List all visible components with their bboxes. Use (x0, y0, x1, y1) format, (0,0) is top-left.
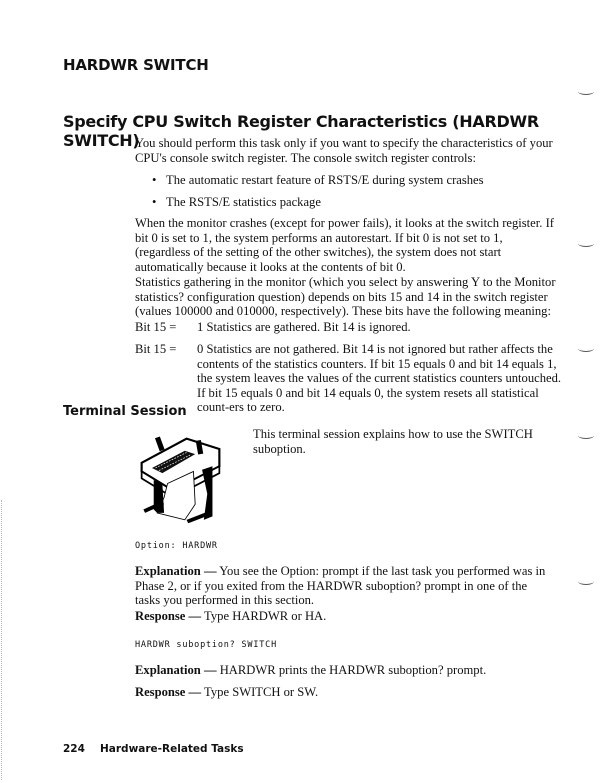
stats-paragraph (135, 275, 560, 319)
binding-mark (578, 88, 594, 95)
terminal-prompt: HARDWR suboption? SWITCH (135, 640, 278, 650)
crash-text: When the monitor crashes (except for power fails), it looks at the switch register. If bit 0 is set to 1, the system performs an autorestart. If bit 0 is not set to 1, (regardless of the setting of the other switches), the system does not start automatically because it looks at the contents of bit 0. (135, 216, 554, 274)
intro-text: You should perform this task only if you want to specify the characteristics of your CPU's console switch register. The console switch register controls: (135, 136, 553, 165)
bullet-item (152, 195, 321, 210)
explanation-paragraph (135, 564, 555, 608)
bit-definition-row (135, 320, 565, 335)
terminal-session-heading: Terminal Session (63, 404, 187, 419)
bit-description: 1 Statistics are gathered. Bit 14 is ignored. (197, 320, 411, 334)
response-text: Type SWITCH or SW. (201, 685, 319, 699)
terminal-session-description: This terminal session explains how to use the SWITCH suboption. (253, 427, 533, 456)
teletype-terminal-icon (133, 425, 228, 530)
binding-mark (578, 432, 594, 439)
bit-description: 0 Statistics are not gathered. Bit 14 is not ignored but rather affects the contents of the statistics counters. If bit 15 equals 0 and bit 14 equals 1, the system leaves the values of the current statistics counters untouched. If bit 15 equals 0 and bit 14 equals 0, the system resets all statistical count-ers to zero. (197, 342, 562, 415)
response-label: Response — (135, 609, 202, 623)
intro-paragraph (135, 136, 560, 165)
bit-label: Bit 15 = (135, 342, 177, 356)
bullet-item (152, 173, 484, 188)
explanation-label: Explanation — (135, 564, 217, 578)
bullet-icon: • (152, 195, 157, 209)
stats-text: Statistics gathering in the monitor (which you select by answering Y to the Monitor statistics? configuration question) depends on bits 15 and 14 in the switch register (values 100000 and 010000, respectively). These bits have the following meaning: (135, 275, 556, 319)
bullet-text: The RSTS/E statistics package (166, 195, 321, 209)
explanation-text: You see the Option: prompt if the last task you performed was in Phase 2, or if you exited from the HARDWR suboption? prompt in one of the tasks you performed in this section. (135, 564, 546, 608)
bullet-icon: • (152, 173, 157, 187)
response-paragraph (135, 609, 555, 624)
page-number: 224 (63, 743, 85, 755)
chapter-title: Hardware-Related Tasks (100, 743, 244, 755)
crash-paragraph (135, 216, 560, 274)
response-text: Type HARDWR or HA. (201, 609, 327, 623)
explanation-paragraph (135, 663, 555, 678)
page-title: HARDWR SWITCH (63, 56, 209, 74)
explanation-label: Explanation — (135, 663, 217, 677)
response-paragraph (135, 685, 555, 700)
binding-mark (578, 345, 594, 352)
terminal-prompt: Option: HARDWR (135, 541, 218, 551)
binding-mark (578, 240, 594, 247)
bit-label: Bit 15 = (135, 320, 177, 334)
bullet-text: The automatic restart feature of RSTS/E during system crashes (166, 173, 484, 187)
scan-edge-line (1, 500, 3, 780)
response-label: Response — (135, 685, 202, 699)
bit-definition-row (135, 342, 565, 415)
page-footer (63, 743, 244, 755)
section-title: Specify CPU Switch Register Characteristics (HARDWR SWITCH) (63, 112, 539, 150)
explanation-text: HARDWR prints the HARDWR suboption? prompt. (216, 663, 487, 677)
binding-mark (578, 578, 594, 585)
